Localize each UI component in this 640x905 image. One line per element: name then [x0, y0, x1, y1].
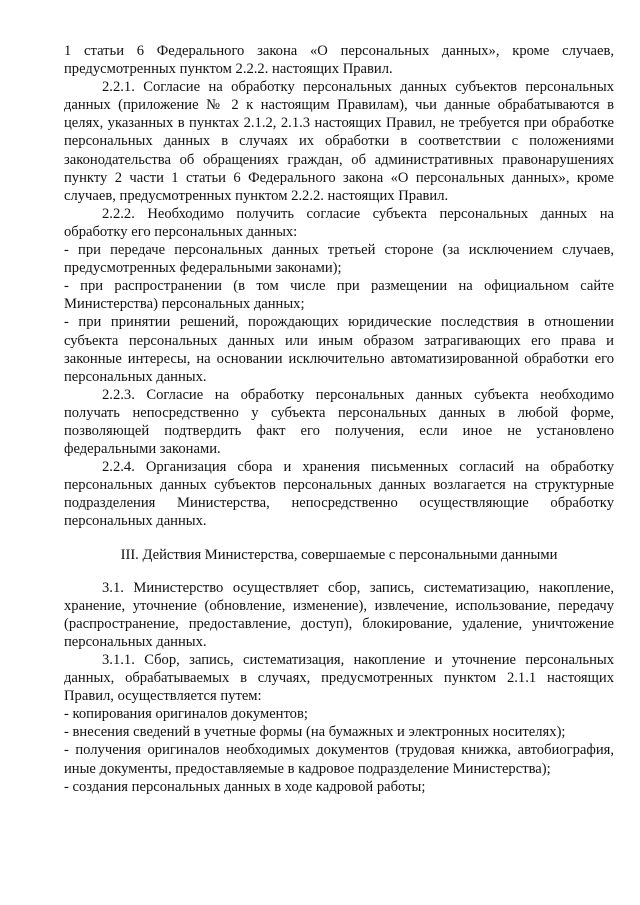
list-item: - получения оригиналов необходимых документов (трудовая книжка, автобиография, иные документы, предоставляемые в кадровое подразделение Министерства); [64, 742, 614, 777]
paragraph-3-1: 3.1. Министерство осуществляет сбор, запись, систематизацию, накопление, хранение, уточнение (обновление, изменение), извлечение, использование, передачу (распространение, предоставление, доступ), блокирование, удаление, уничтожение персональных данных. [64, 579, 614, 650]
paragraph-2-2-2: 2.2.2. Необходимо получить согласие субъекта персональных данных на обработку его персональных данных: [64, 205, 614, 240]
list-item: - копирования оригиналов документов; [64, 706, 308, 723]
list-item: - внесения сведений в учетные формы (на бумажных и электронных носителях); [64, 724, 566, 741]
document-page [64, 42, 614, 796]
section-heading: III. Действия Министерства, совершаемые с персональными данными [120, 546, 558, 563]
paragraph-3-1-1: 3.1.1. Сбор, запись, систематизация, накопление и уточнение персональных данных, обрабатываемых в случаях, предусмотренных пунктом 2.1.1 настоящих Правил, осуществляется путем: [64, 652, 614, 705]
paragraph-continuation: 1 статьи 6 Федерального закона «О персональных данных», кроме случаев, предусмотренных пунктом 2.2.2. настоящих Правил. [64, 43, 614, 78]
list-item: - при распространении (в том числе при размещении на официальном сайте Министерства) персональных данных; [64, 278, 614, 313]
list-item: - создания персональных данных в ходе кадровой работы; [64, 778, 426, 795]
paragraph-2-2-3: 2.2.3. Согласие на обработку персональных данных субъекта необходимо получать непосредственно у субъекта персональных данных в любой форме, позволяющей подтвердить факт его получения, если иное не установлено федеральными законами. [64, 386, 614, 458]
list-item: - при принятии решений, порождающих юридические последствия в отношении субъекта персональных данных или иным образом затрагивающих его права и законные интересы, на основании исключительно автоматизированной обработки его персональных данных. [64, 314, 614, 385]
list-item: - при передаче персональных данных третьей стороне (за исключением случаев, предусмотренных федеральными законами); [64, 242, 614, 277]
paragraph-2-2-1: 2.2.1. Согласие на обработку персональных данных субъектов персональных данных (приложение № 2 к настоящим Правилам), чьи данные обрабатываются в целях, указанных в пунктах 2.1.2, 2.1.3 настоящих Правил, не требуется при обработке персональных данных в случаях их обработки в соответствии с положениями законодательства об обращениях граждан, об административных правонарушениях пункту 2 части 1 статьи 6 Федерального закона «О персональных данных», кроме случаев, предусмотренных пунктом 2.2.2. настоящих Правил. [64, 79, 614, 204]
paragraph-2-2-4: 2.2.4. Организация сбора и хранения письменных согласий на обработку персональных данных субъектов персональных данных возлагается на структурные подразделения Министерства, непосредственно осуществляющие обработку персональных данных. [64, 459, 614, 530]
